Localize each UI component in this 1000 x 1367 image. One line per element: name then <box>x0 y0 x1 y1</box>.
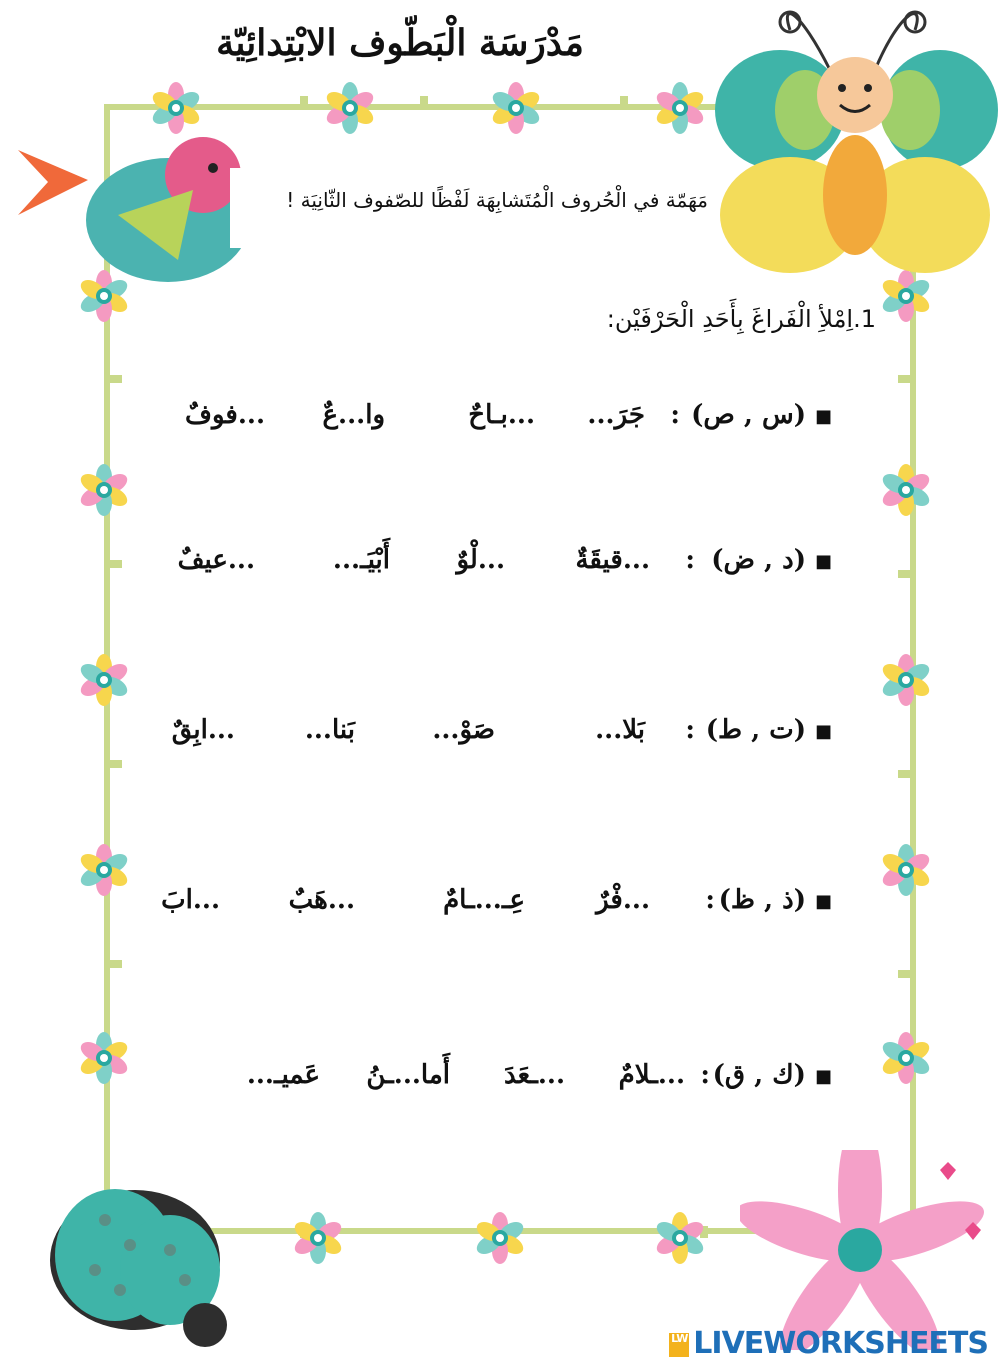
flower-icon <box>290 1210 346 1266</box>
fill-in-word[interactable]: ...فوفٌ <box>185 400 265 430</box>
fill-in-word[interactable]: ...فْرٌ <box>596 885 650 915</box>
fill-in-word[interactable]: ...عيفٌ <box>177 545 255 575</box>
fill-in-word[interactable]: جَرَ... <box>587 400 645 430</box>
fill-in-word[interactable]: بَلا... <box>595 715 645 745</box>
bullet-icon: ■ <box>814 1066 832 1087</box>
flower-icon <box>472 1210 528 1266</box>
flower-icon <box>322 80 378 136</box>
vine-leaf <box>300 96 308 108</box>
fill-in-word[interactable]: ...قيقَةٌ <box>575 545 650 575</box>
colon: : <box>685 715 695 745</box>
fill-in-word[interactable]: أَبْيَـ... <box>332 545 390 575</box>
vine-leaf <box>898 770 910 778</box>
colon: : <box>705 885 715 915</box>
flower-icon <box>652 80 708 136</box>
vine-leaf <box>898 970 910 978</box>
liveworksheets-logo[interactable] <box>669 1326 988 1361</box>
fill-in-word[interactable]: ...ابَ <box>161 885 220 915</box>
flower-icon <box>878 842 934 898</box>
vine-leaf <box>898 570 910 578</box>
fill-in-word[interactable]: ...بـاحٌ <box>468 400 535 430</box>
flower-icon <box>878 462 934 518</box>
fill-in-word[interactable]: بَنا... <box>304 715 355 745</box>
vine-leaf <box>110 760 122 768</box>
butterfly-illustration <box>710 0 1000 285</box>
exercise-row <box>130 885 850 935</box>
exercise-row <box>130 400 850 450</box>
vine-leaf <box>420 96 428 108</box>
school-name-title: مَدْرَسَة الْبَطّوف الابْتِدائِيّة <box>216 22 584 64</box>
flower-icon <box>652 1210 708 1266</box>
fill-in-word[interactable]: ...لْوٌ <box>456 545 505 575</box>
flower-icon <box>878 652 934 708</box>
flower-icon <box>76 842 132 898</box>
letter-pair: (س , ص) <box>691 400 806 430</box>
letter-pair: (ذ , ظ) <box>718 885 806 915</box>
vine-leaf <box>110 375 122 383</box>
logo-text: LIVEWORKSHEETS <box>693 1326 988 1361</box>
colon: : <box>700 1060 710 1090</box>
exercise-row <box>130 1060 850 1110</box>
fill-in-word[interactable]: وا...عٌ <box>322 400 385 430</box>
fill-in-word[interactable]: عِـ...ـامٌ <box>443 885 525 915</box>
fill-in-word[interactable]: أَما...ـنُ <box>366 1060 450 1090</box>
exercise-instruction: 1.اِمْلأِ الْفَراغَ بِأَحَدِ الْحَرْفَيْن: <box>606 305 876 333</box>
fill-in-word[interactable]: عَميـ... <box>246 1060 320 1090</box>
flower-icon <box>76 652 132 708</box>
lily-flower-illustration <box>740 1150 1000 1350</box>
fill-in-word[interactable]: ...ـعَدَ <box>504 1060 565 1090</box>
flower-icon <box>878 1030 934 1086</box>
colon: : <box>685 545 695 575</box>
bullet-icon: ■ <box>814 406 832 427</box>
fill-in-word[interactable]: ...هَبٌ <box>288 885 355 915</box>
bullet-icon: ■ <box>814 891 832 912</box>
letter-pair: (ت , ط) <box>705 715 806 745</box>
ladybug-illustration <box>10 1150 260 1350</box>
vine-leaf <box>110 960 122 968</box>
letter-pair: (ك , ق) <box>712 1060 806 1090</box>
bullet-icon: ■ <box>814 721 832 742</box>
flower-icon <box>488 80 544 136</box>
vine-leaf <box>110 560 122 568</box>
fill-in-word[interactable]: صَوْ... <box>432 715 495 745</box>
task-subtitle: مَهَمّة في الْحُروف الْمُتَشابِهَة لَفْظًا للصّفوف الثّانِيَة ! <box>230 168 720 248</box>
colon: : <box>670 400 680 430</box>
fill-in-word[interactable]: ...ـلامٌ <box>618 1060 685 1090</box>
exercise-row <box>130 545 850 595</box>
bird-illustration <box>8 120 248 290</box>
flower-icon <box>76 1030 132 1086</box>
letter-pair: (د , ض) <box>711 545 806 575</box>
fill-in-word[interactable]: ...ابِقٌ <box>171 715 235 745</box>
flower-icon <box>76 462 132 518</box>
exercise-row <box>130 715 850 765</box>
logo-mark-icon: LW <box>669 1333 689 1357</box>
vine-leaf <box>898 375 910 383</box>
bullet-icon: ■ <box>814 551 832 572</box>
vine-leaf <box>620 96 628 108</box>
